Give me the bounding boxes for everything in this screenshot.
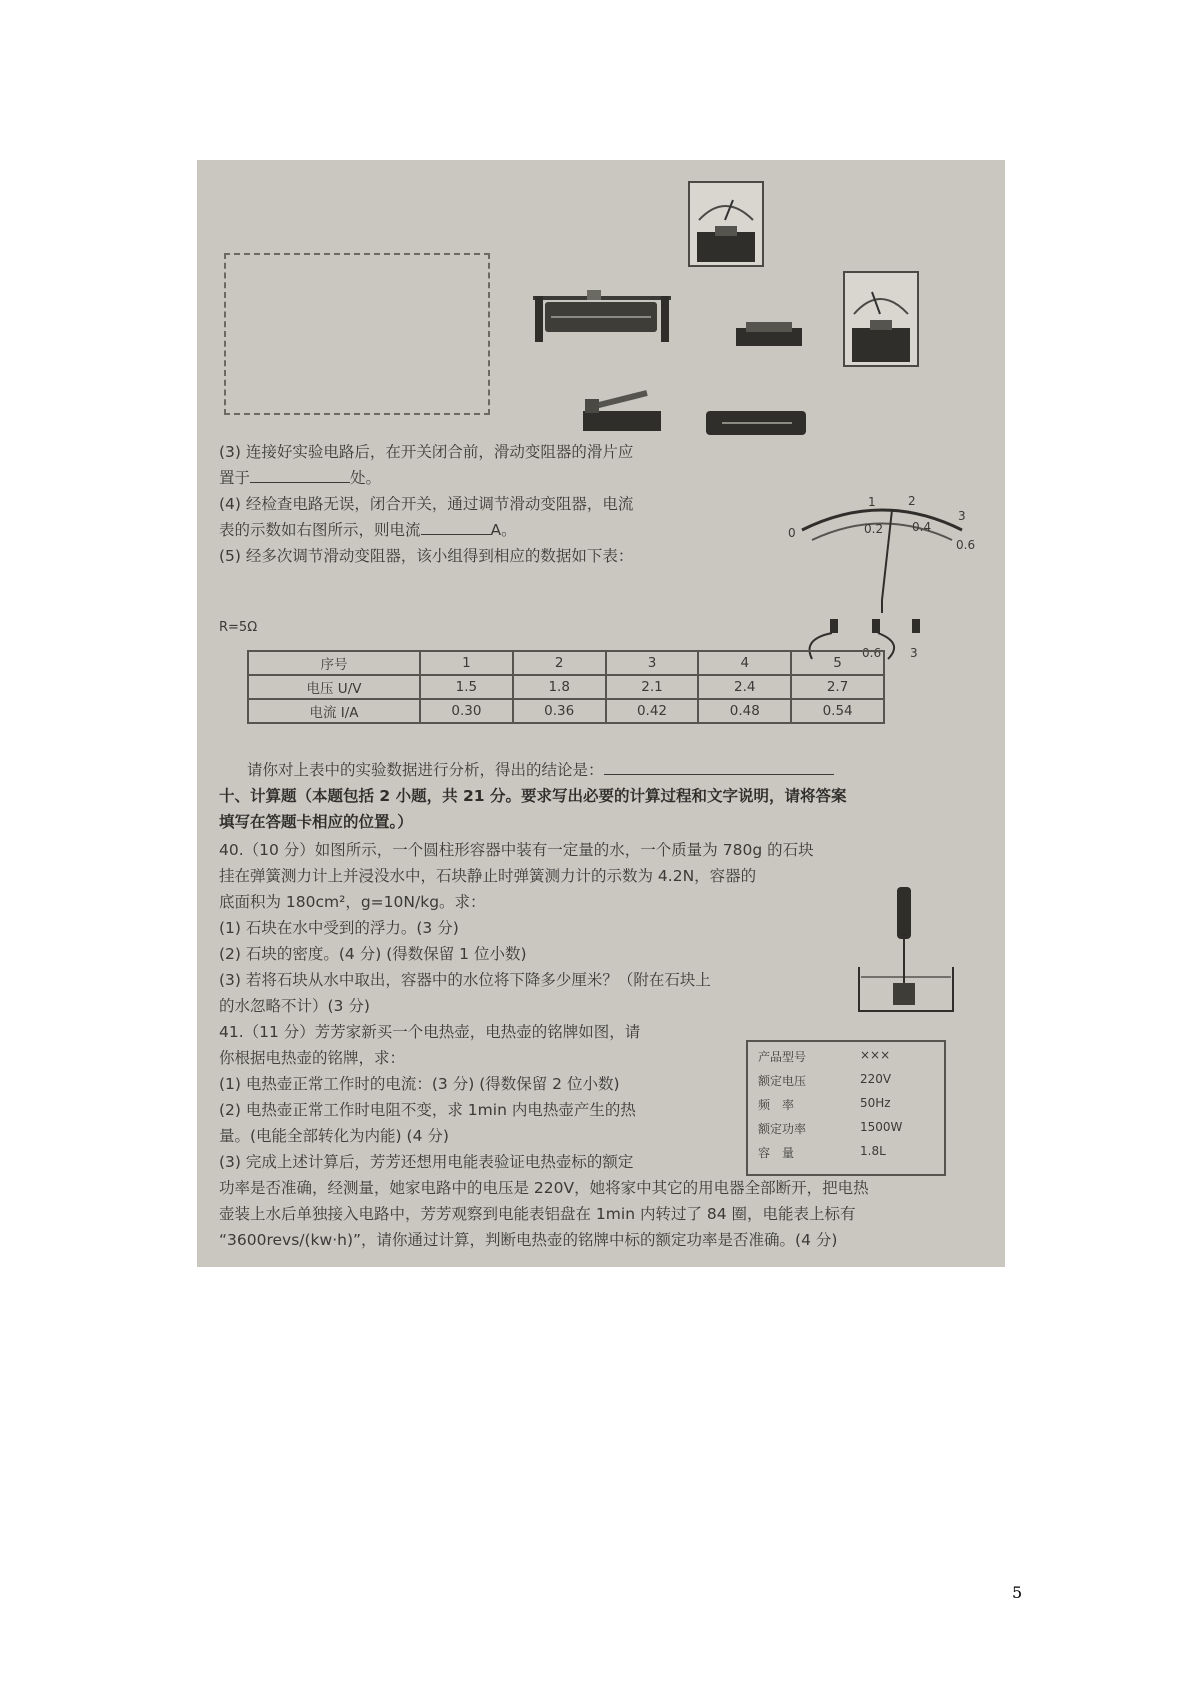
q41-sub: (3) 完成上述计算后，芳芳还想用电能表验证电热壶标的额定: [219, 1153, 634, 1171]
rheostat-icon: [527, 288, 677, 346]
conclusion-line: 请你对上表中的实验数据进行分析，得出的结论是：: [247, 760, 834, 780]
table-cell: 0.54: [791, 699, 884, 723]
circuit-drawing-box: [224, 253, 490, 415]
table-cell: 3: [606, 651, 699, 675]
section-heading: 十、计算题（本题包括 2 小题，共 21 分。要求写出必要的计算过程和文字说明，请将答案: [219, 787, 847, 805]
exam-photo: [197, 160, 1005, 1267]
q5-line1: (5) 经多次调节滑动变阻器，该小组得到相应的数据如下表：: [219, 547, 634, 565]
terminal-label: 3: [910, 646, 918, 660]
blank: [604, 774, 834, 775]
table-row: [248, 699, 884, 723]
nameplate-row: 容 量 1.8L: [758, 1144, 886, 1160]
q41-text: 你根据电热壶的铭牌，求：: [219, 1049, 406, 1067]
meter-top-label: 1: [868, 495, 876, 509]
q41-sub: 壶装上水后单独接入电路中，芳芳观察到电能表铝盘在 1min 内转过了 84 圈，电能表上标有: [219, 1205, 856, 1223]
terminal-label: 0.6: [862, 646, 882, 660]
meter-end-label: 0: [788, 526, 796, 540]
nameplate-row: 频 率 50Hz: [758, 1096, 891, 1112]
q40-text: 底面积为 180cm²，g=10N/kg。求：: [219, 893, 486, 911]
section-heading-line2: 填写在答题卡相应的位置。）: [219, 813, 413, 831]
q40-text: 40.（10 分）如图所示，一个圆柱形容器中装有一定量的水，一个质量为 780g 的石块: [219, 841, 814, 859]
table-cell: 1.5: [420, 675, 513, 699]
q40-sub: 的水忽略不计）(3 分): [219, 997, 370, 1015]
table-cell: 4: [698, 651, 791, 675]
q41-sub: “3600revs/(kw·h)”，请你通过计算，判断电热壶的铭牌中标的额定功率是否准确。(4 分): [219, 1231, 838, 1249]
table-cell: 0.48: [698, 699, 791, 723]
meter-inner-label: 0.2: [864, 522, 884, 536]
ammeter-icon: [842, 270, 922, 370]
table-row: [248, 675, 884, 699]
battery-icon: [702, 405, 812, 439]
table-cell: 1: [420, 651, 513, 675]
kettle-nameplate: [746, 1040, 946, 1176]
table-row: [248, 651, 884, 675]
meter-end-label: 0.6: [956, 538, 976, 552]
table-cell: 电流 I/A: [248, 699, 420, 723]
data-table: [247, 650, 885, 724]
table-cell: 电压 U/V: [248, 675, 420, 699]
table-cell: 0.36: [513, 699, 606, 723]
nameplate-row: 产品型号 ×××: [758, 1048, 891, 1064]
q4-line2: 表的示数如右图所示，则电流 A。: [219, 521, 517, 539]
q41-sub: 量。(电能全部转化为内能) (4 分): [219, 1127, 449, 1145]
blank: [421, 534, 491, 535]
nameplate-row: 额定电压 220V: [758, 1072, 892, 1088]
q3-line2: 置于 处。: [219, 469, 382, 487]
meter-top-label: 3: [958, 509, 966, 523]
q40-text: 挂在弹簧测力计上并浸没水中，石块静止时弹簧测力计的示数为 4.2N，容器的: [219, 867, 757, 885]
table-cell: 0.30: [420, 699, 513, 723]
q41-sub: (2) 电热壶正常工作时电阻不变，求 1min 内电热壶产生的热: [219, 1101, 636, 1119]
ammeter-dial: [782, 485, 982, 620]
spring-scale-container-diagram: [857, 885, 957, 1015]
q40-sub: (2) 石块的密度。(4 分) (得数保留 1 位小数): [219, 945, 527, 963]
table-cell: 2: [513, 651, 606, 675]
q4-line1: (4) 经检查电路无误，闭合开关，通过调节滑动变阻器，电流: [219, 495, 634, 513]
meter-top-label: 2: [908, 494, 916, 508]
table-cell: 1.8: [513, 675, 606, 699]
table-cell: 0.42: [606, 699, 699, 723]
q40-sub: (1) 石块在水中受到的浮力。(3 分): [219, 919, 459, 937]
voltmeter-icon: [687, 180, 767, 270]
nameplate-row: 额定功率 1500W: [758, 1120, 903, 1136]
q41-sub: 功率是否准确，经测量，她家电路中的电压是 220V，她将家中其它的用电器全部断开，把电热: [219, 1179, 869, 1197]
q41-text: 41.（11 分）芳芳家新买一个电热壶，电热壶的铭牌如图，请: [219, 1023, 641, 1041]
blank: [250, 482, 350, 483]
q41-sub: (1) 电热壶正常工作时的电流：(3 分) (得数保留 2 位小数): [219, 1075, 620, 1093]
table-cell: 2.7: [791, 675, 884, 699]
page-number: 5: [1012, 1583, 1023, 1602]
table-cell: 2.4: [698, 675, 791, 699]
resistor-icon: [732, 318, 806, 348]
table-cell: 2.1: [606, 675, 699, 699]
switch-icon: [577, 385, 667, 435]
q3-line1: (3) 连接好实验电路后，在开关闭合前，滑动变阻器的滑片应: [219, 443, 634, 461]
q40-sub: (3) 若将石块从水中取出，容器中的水位将下降多少厘米？（附在石块上: [219, 971, 711, 989]
r-label: R=5Ω: [219, 620, 258, 635]
table-cell: 序号: [248, 651, 420, 675]
terminal-label: -: [818, 644, 823, 658]
table-cell: 5: [791, 651, 884, 675]
meter-inner-label: 0.4: [912, 520, 932, 534]
